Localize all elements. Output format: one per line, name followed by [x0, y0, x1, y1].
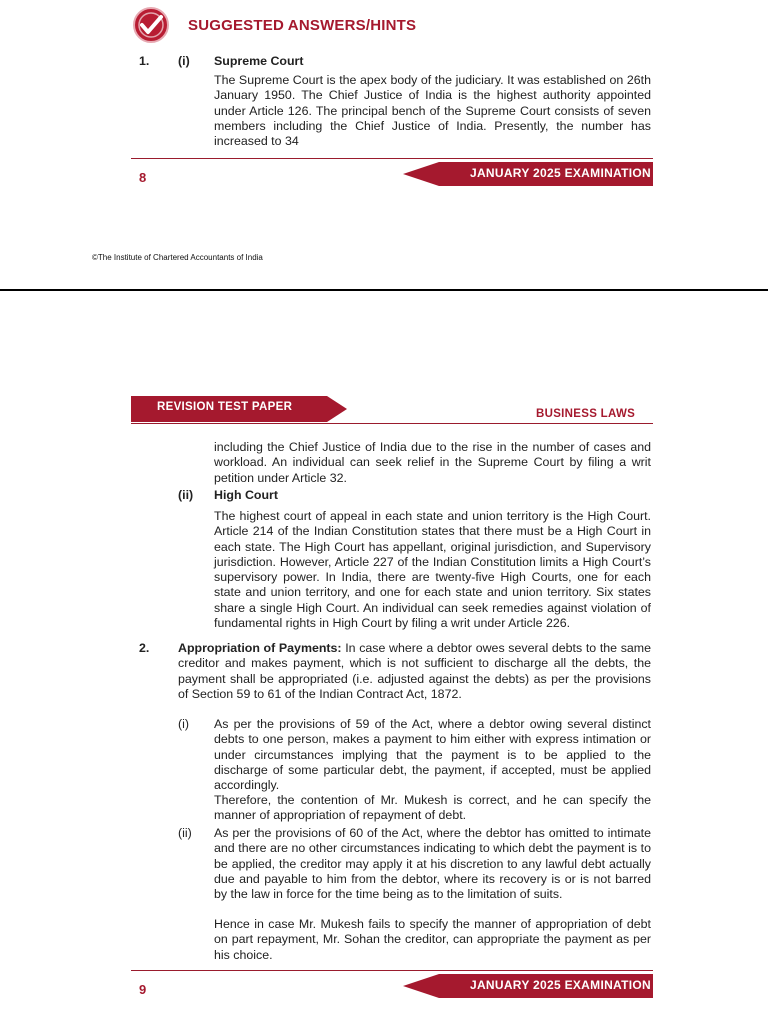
paragraph: [178, 641, 651, 702]
footer-rule: [131, 970, 653, 971]
question-number: 1.: [139, 54, 150, 68]
sub-question-label: (ii): [178, 488, 194, 502]
page-title: SUGGESTED ANSWERS/HINTS: [188, 17, 417, 34]
sub-question-label: (i): [178, 54, 190, 68]
page-divider: [0, 289, 768, 291]
paragraph: [214, 793, 651, 824]
paragraph-text: As per the provisions of 59 of the Act, where a debtor owing several distinct debts to one person, makes a payment to him either with express intimation or under circumstances implying that the payment is to be applied to the discharge of some particular debt, the payment, if accepted, must be applied accordingly.: [214, 717, 651, 793]
page-number: 9: [139, 982, 147, 997]
paragraph: [214, 917, 651, 963]
page-number: 8: [139, 170, 147, 185]
paragraph-text: The Supreme Court is the apex body of the judiciary. It was established on 26th January 1950. The Chief Justice of India is the highest authority appointed under Article 126. The principal bench of the Supreme Court consists of seven members including the Chief Justice of India. Presently, the number has increased to 34: [214, 73, 651, 149]
footer-banner: [403, 162, 653, 186]
header-tab-label: REVISION TEST PAPER: [157, 401, 293, 413]
checkmark-circle-icon: [132, 6, 170, 44]
paragraph: [214, 826, 651, 902]
footer-banner: [403, 974, 653, 998]
paragraph: [214, 717, 651, 793]
header-tab: [131, 396, 347, 422]
header-rule: [131, 423, 653, 424]
paragraph-text: [178, 641, 651, 702]
footer-banner-label: JANUARY 2025 EXAMINATION: [469, 978, 651, 992]
copyright-notice: ©The Institute of Chartered Accountants of India: [92, 253, 263, 262]
section-heading: Appropriation of Payments:: [178, 641, 342, 655]
paragraph-text: including the Chief Justice of India due to the rise in the number of cases and workload. An individual can seek relief in the Supreme Court by filing a writ petition under Article 32.: [214, 440, 651, 485]
paragraph-text: Therefore, the contention of Mr. Mukesh is correct, and he can specify the manner of appropriation of repayment of debt.: [214, 793, 651, 823]
paragraph-text: Hence in case Mr. Mukesh fails to specify the manner of appropriation of debt on part repayment, Mr. Sohan the creditor, can appropriate the payment as per his choice.: [214, 917, 651, 962]
paragraph: [214, 73, 651, 149]
paragraph: [214, 440, 651, 486]
paragraph-text: As per the provisions of 60 of the Act, where the debtor has omitted to intimate and there are no other circumstances indicating to which debt the payment is to be applied, the creditor may apply it at his discretion to any lawful debt actually due and payable to him from the debtor, where its recovery is or is not barred by the law in force for the time being as to the limitation of suits.: [214, 826, 651, 902]
section-heading: High Court: [214, 488, 279, 502]
paragraph-body: In case where a debtor owes several debts to the same creditor and makes payment, which is not sufficient to discharge all the debts, the payment shall be appropriated (i.e. adjusted against the debts) as per the provisions of Section 59 to 61 of the Indian Contract Act, 1872.: [178, 641, 651, 701]
sub-question-label: (ii): [178, 826, 192, 840]
paragraph: [214, 509, 651, 631]
paragraph-text: The highest court of appeal in each state and union territory is the High Court. Article 214 of the Indian Constitution states that there must be a High Court in each state. The High Court has appellant, original jurisdiction, and Supervisory jurisdiction. However, Article 227 of the Indian Constitution limits a High Court’s supervisory power. In India, there are twenty-five High Courts, one for each state and union territory, and one for each state and union territory. Six states share a single High Court. An individual can seek remedies against violation of fundamental rights in High Court by filing a writ under Article 226.: [214, 509, 651, 631]
footer-rule: [131, 158, 653, 159]
question-number: 2.: [139, 641, 150, 655]
section-heading: Supreme Court: [214, 54, 304, 68]
footer-banner-label: JANUARY 2025 EXAMINATION: [469, 166, 651, 180]
sub-question-label: (i): [178, 717, 190, 731]
running-header: BUSINESS LAWS: [536, 408, 636, 420]
